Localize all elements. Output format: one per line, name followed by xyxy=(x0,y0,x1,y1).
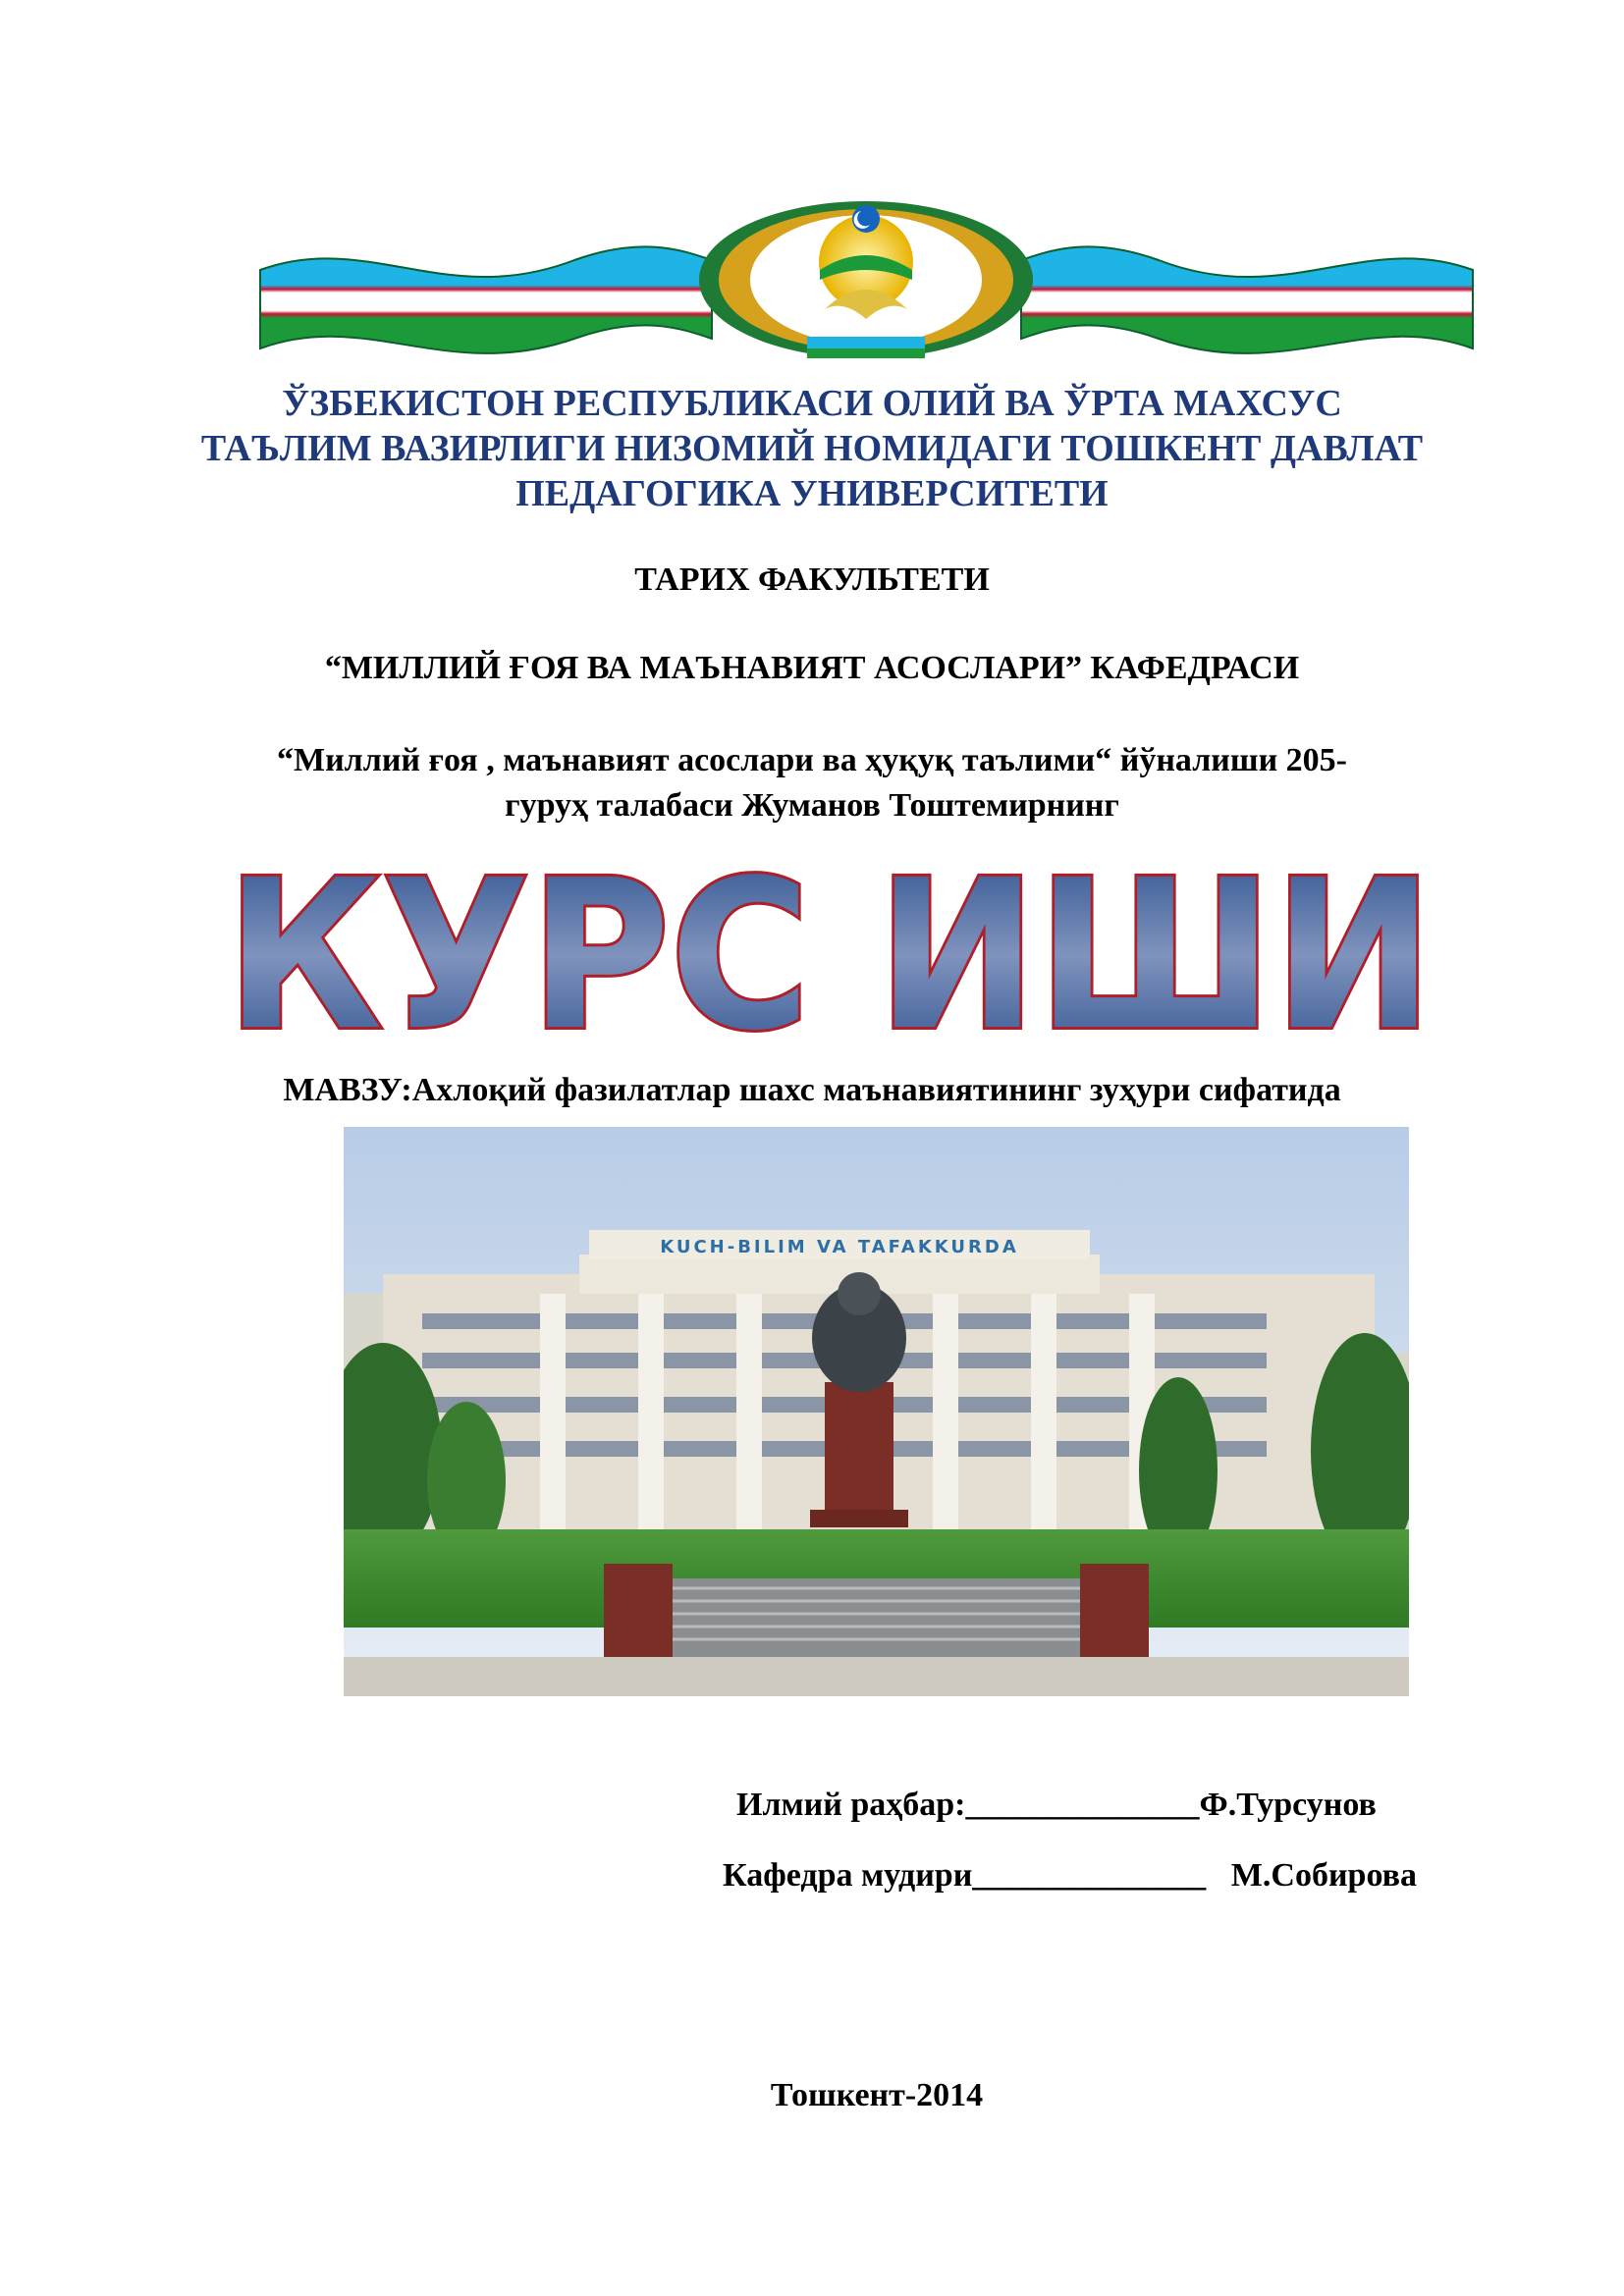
head-blank: ______________ xyxy=(972,1857,1207,1894)
ministry-heading xyxy=(0,381,1624,516)
faculty-heading: ТАРИХ ФАКУЛЬТЕТИ xyxy=(634,561,990,598)
ministry-line-1: ЎЗБЕКИСТОН РЕСПУБЛИКАСИ ОЛИЙ ВА ЎРТА МАХСУС xyxy=(282,383,1342,424)
direction-line-1: “Миллий ғоя , маънавият асослари ва ҳуқуқ таълими“ йўналиши 205- xyxy=(277,742,1347,778)
direction-line-2: гуруҳ талабаси Жуманов Тоштемирнинг xyxy=(505,787,1119,824)
head-name: М.Собирова xyxy=(1230,1857,1417,1894)
direction-student-line xyxy=(177,738,1447,828)
topic-line: МАВЗУ:Ахлоқий фазилатлар шахс маънавиятининг зуҳури сифатида xyxy=(283,1072,1341,1108)
advisor-signature-line xyxy=(736,1787,1377,1824)
kafedra-heading: “МИЛЛИЙ ҒОЯ ВА МАЪНАВИЯТ АСОСЛАРИ” КАФЕДРАСИ xyxy=(324,650,1300,686)
ministry-line-3: ПЕДАГОГИКА УНИВЕРСИТЕТИ xyxy=(515,473,1109,514)
head-signature-line xyxy=(723,1857,1417,1895)
title-wordart xyxy=(216,852,1443,1048)
city-year: Тошкент-2014 xyxy=(770,2077,984,2113)
ministry-line-2: ТАЪЛИМ ВАЗИРЛИГИ НИЗОМИЙ НОМИДАГИ ТОШКЕНТ ДАВЛАТ xyxy=(200,428,1424,469)
advisor-name: Ф.Турсунов xyxy=(1199,1787,1377,1823)
head-label: Кафедра мудири xyxy=(723,1857,973,1894)
university-building-photo xyxy=(344,1127,1409,1696)
advisor-label: Илмий раҳбар: xyxy=(736,1787,966,1823)
advisor-blank: ______________ xyxy=(965,1787,1200,1823)
course-work-title: КУРС ИШИ xyxy=(226,852,1434,1048)
state-emblem-banner xyxy=(250,201,1483,363)
building-sign: KUCH-BILIM VA TAFAKKURDA xyxy=(660,1237,1019,1257)
